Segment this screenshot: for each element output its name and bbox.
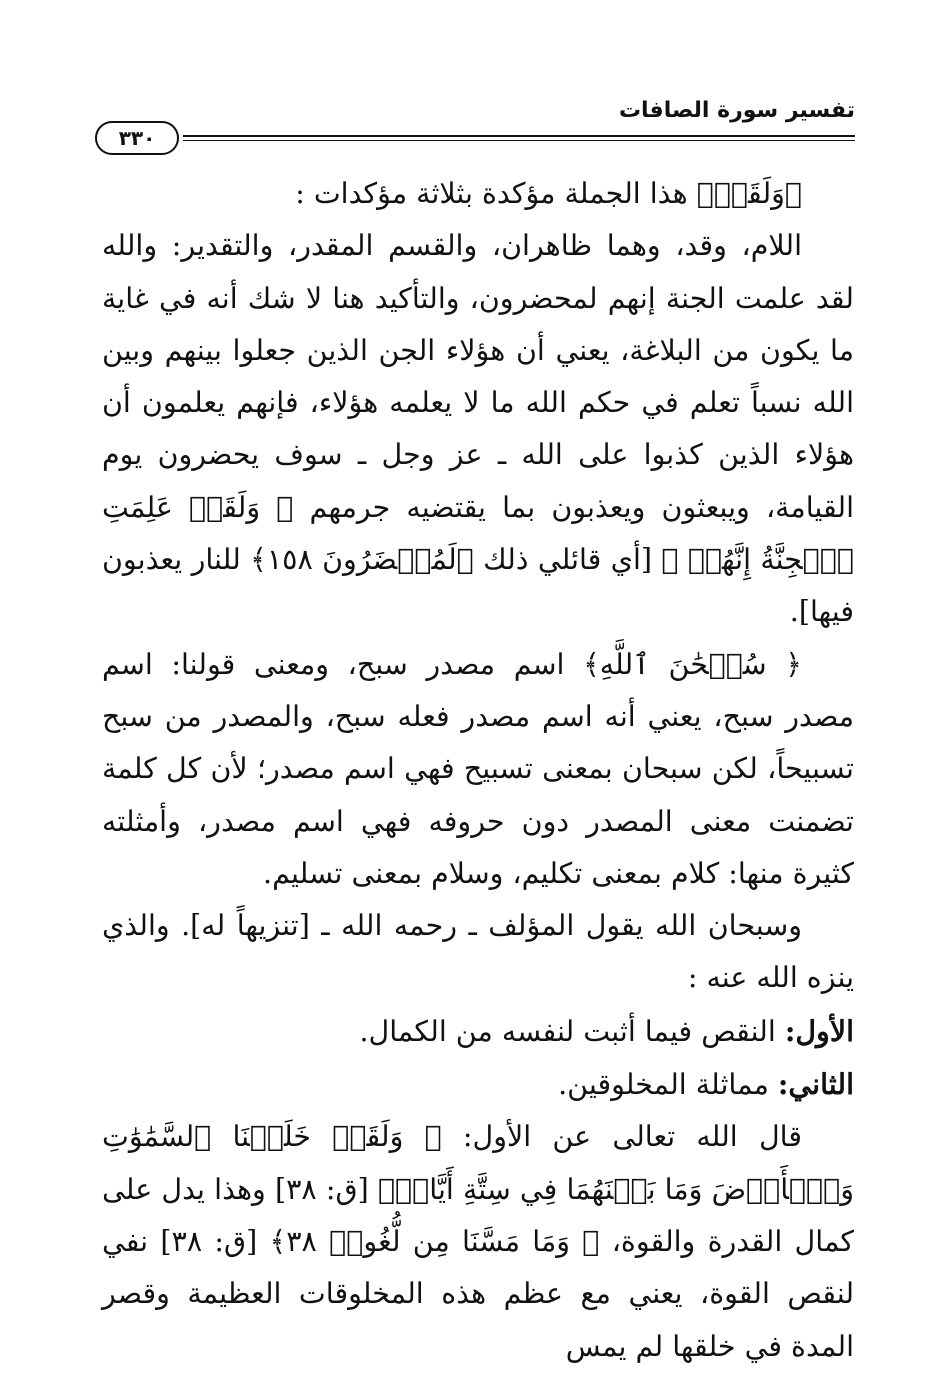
paragraph-text: للنار يعذبون فيها]. [102, 543, 854, 629]
paragraph-text: [أي قائلي ذلك [473, 543, 662, 577]
paragraph-text: [ق: ٣٨] وهذا يدل على كمال القدرة والقوة، [102, 1172, 854, 1258]
paragraph-text: اللام، وقد، وهما ظاهران، والقسم المقدر، والتقدير: والله لقد علمت الجنة إنهم لمحضرون، والتأكيد هنا لا شك أنه في غاية ما يكون من البلاغة، يعني أن هؤلاء الجن الذين جعلوا بينهم وبين الله نسباً تعلم في حكم الله ما لا يعلمه هؤلاء، فإنهم يعلمون أن هؤلاء الذين كذبوا على الله ـ عز وجل ـ سوف يحضرون يوم القيامة، ويبعثون ويعذبون بما يقتضيه جرمهم [102, 229, 854, 524]
paragraph-4 [102, 900, 854, 1005]
paragraph-6 [102, 1058, 854, 1111]
page-number-badge: ٣٣٠ [95, 121, 179, 155]
quran-quote: ﴿ وَلَقَدۡ خَلَقۡنَا ٱلسَّمَٰوَٰتِ وَٱلۡأَرۡضَ وَمَا بَيۡنَهُمَا فِي سِتَّةِ أَيَّامٖ﴾ [102, 1120, 854, 1206]
paragraph-1 [102, 168, 854, 220]
paragraph-text: النقص فيما أثبت لنفسه من الكمال. [359, 1014, 785, 1048]
paragraph-text: مماثلة المخلوقين. [558, 1068, 778, 1102]
paragraph-text: اسم مصدر سبح، ومعنى قولنا: اسم مصدر سبح، يعني أنه اسم مصدر فعله سبح، والمصدر من سبح تسبيحاً، لكن سبحان بمعنى تسبيح فهي اسم مصدر؛ لأن كل كلمة تضمنت معنى المصدر دون حروفه فهي اسم مصدر، وأمثلته كثيرة منها: كلام بمعنى تكليم، وسلام بمعنى تسليم. [102, 647, 854, 890]
quran-quote: ﴿ وَمَا مَسَّنَا مِن لُّغُوبٖ ٣٨﴾ [269, 1224, 600, 1258]
list-lead: الأول: [784, 1013, 854, 1048]
running-title: تفسير سورة الصافات [618, 98, 855, 123]
paragraph-3 [102, 639, 854, 900]
paragraph-7 [102, 1111, 854, 1372]
quran-quote: ﴿ وَلَقَدۡ عَلِمَتِ ٱلۡجِنَّةُ إِنَّهُمۡ ﴾ [102, 490, 854, 577]
paragraph-2 [102, 220, 854, 638]
quran-quote: ﴿لَمُحۡضَرُونَ ١٥٨﴾ [250, 543, 474, 577]
page-header [95, 95, 855, 155]
paragraph-text: هذا الجملة مؤكدة بثلاثة مؤكدات : [295, 177, 697, 210]
page-body [102, 168, 854, 1373]
paragraph-text: قال الله تعالى عن الأول: [441, 1120, 802, 1154]
paragraph-5 [102, 1005, 854, 1058]
paragraph-text: [ق: ٣٨] نفي لنقص القوة، يعني مع عظم هذه المخلوقات العظيمة وقصر المدة في خلقها لم يمس [102, 1224, 854, 1363]
list-lead: الثاني: [777, 1067, 854, 1102]
paragraph-text: وسبحان الله يقول المؤلف ـ رحمه الله ـ [تنزيهاً له]. والذي ينزه الله عنه : [102, 909, 854, 995]
quran-quote: ﴿ سُبۡحَٰنَ ٱللَّهِ﴾ [583, 647, 802, 681]
header-rule-thick [183, 135, 855, 137]
header-rule-thin [183, 140, 855, 141]
quran-quote: ﴿وَلَقَدۡ﴾ [696, 177, 802, 210]
